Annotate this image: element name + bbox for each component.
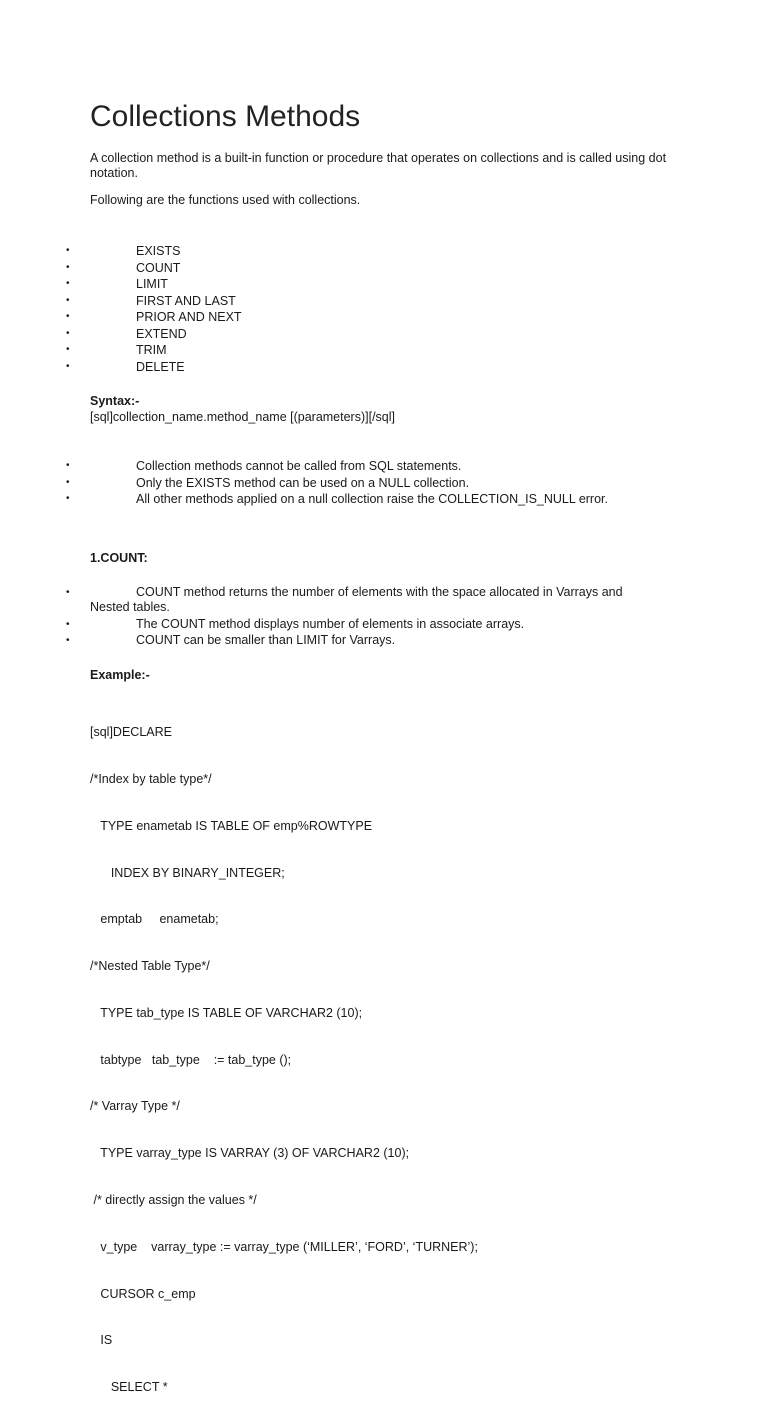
list-item xyxy=(0,243,768,260)
code-line: /*Index by table type*/ xyxy=(90,771,212,786)
bullet-icon: • xyxy=(66,261,70,273)
note-text: Only the EXISTS method can be used on a NULL collection. xyxy=(136,475,470,490)
list-item xyxy=(0,309,768,326)
code-line: CURSOR c_emp xyxy=(90,1286,196,1301)
bullet-icon: • xyxy=(66,245,70,256)
note-text: All other methods applied on a null collection raise the COLLECTION_IS_NULL error. xyxy=(136,492,608,506)
code-line: /*Nested Table Type*/ xyxy=(90,959,210,974)
method-name: EXISTS xyxy=(136,244,181,258)
code-line: v_type varray_type := varray_type (‘MILLER’, ‘FORD’, ‘TURNER’); xyxy=(90,1239,478,1254)
count-point: The COUNT method displays number of elements in associate arrays. xyxy=(136,616,525,631)
bullet-icon: • xyxy=(66,327,70,339)
list-item xyxy=(0,293,768,310)
intro-paragraph-2: Following are the functions used with collections. xyxy=(90,193,361,207)
count-points-list xyxy=(0,585,768,648)
example-label: Example:- xyxy=(90,668,150,682)
code-line: emptab enametab; xyxy=(90,912,219,927)
list-item xyxy=(0,491,768,508)
code-line: tabtype tab_type := tab_type (); xyxy=(90,1052,292,1067)
bullet-icon: • xyxy=(66,360,70,372)
bullet-icon: • xyxy=(66,278,70,289)
method-name: DELETE xyxy=(136,359,185,374)
code-line: TYPE enametab IS TABLE OF emp%ROWTYPE xyxy=(90,818,373,833)
intro-paragraph: A collection method is a built-in function or procedure that operates on collections and is called using dot notation. xyxy=(90,151,667,180)
list-item xyxy=(0,326,768,343)
code-line: INDEX BY BINARY_INTEGER; xyxy=(90,865,285,880)
method-name: PRIOR AND NEXT xyxy=(136,310,242,324)
method-name: COUNT xyxy=(136,260,181,275)
bullet-icon: • xyxy=(66,311,70,322)
bullet-icon: • xyxy=(66,460,70,471)
list-item xyxy=(0,276,768,293)
notes-list xyxy=(0,458,768,508)
code-line: /* Varray Type */ xyxy=(90,1099,180,1114)
code-line: [sql]DECLARE xyxy=(90,725,172,740)
list-item xyxy=(0,260,768,277)
syntax-label: Syntax:- xyxy=(90,394,140,408)
code-line: TYPE varray_type IS VARRAY (3) OF VARCHAR2 (10); xyxy=(90,1146,410,1161)
list-item xyxy=(0,359,768,376)
bullet-icon: • xyxy=(66,344,70,355)
page-title: Collections Methods xyxy=(90,100,361,133)
method-name: EXTEND xyxy=(136,326,187,341)
bullet-icon: • xyxy=(66,294,70,306)
code-line: IS xyxy=(90,1333,113,1348)
bullet-icon: • xyxy=(66,635,70,646)
list-item xyxy=(0,475,768,492)
list-item xyxy=(0,617,768,632)
list-item xyxy=(0,633,768,648)
methods-list xyxy=(0,243,768,375)
count-point: COUNT method returns the number of elements with the space allocated in Varrays and Nested tables. xyxy=(90,585,623,614)
method-name: FIRST AND LAST xyxy=(136,293,236,308)
bullet-icon: • xyxy=(66,476,70,488)
count-heading: 1.COUNT: xyxy=(90,551,148,565)
list-item xyxy=(0,342,768,359)
method-name: LIMIT xyxy=(136,277,168,291)
note-text: Collection methods cannot be called from SQL statements. xyxy=(136,459,462,473)
bullet-icon: • xyxy=(66,493,70,504)
syntax-text: [sql]collection_name.method_name [(parameters)][/sql] xyxy=(90,410,396,424)
code-line: /* directly assign the values */ xyxy=(90,1193,257,1207)
bullet-icon: • xyxy=(66,587,70,598)
code-example xyxy=(90,694,478,1427)
code-line: TYPE tab_type IS TABLE OF VARCHAR2 (10); xyxy=(90,1005,363,1020)
list-item xyxy=(0,585,768,615)
method-name: TRIM xyxy=(136,343,167,357)
code-line: SELECT * xyxy=(90,1380,168,1395)
list-item xyxy=(0,458,768,475)
bullet-icon: • xyxy=(66,618,70,630)
count-point: COUNT can be smaller than LIMIT for Varrays. xyxy=(136,633,396,647)
